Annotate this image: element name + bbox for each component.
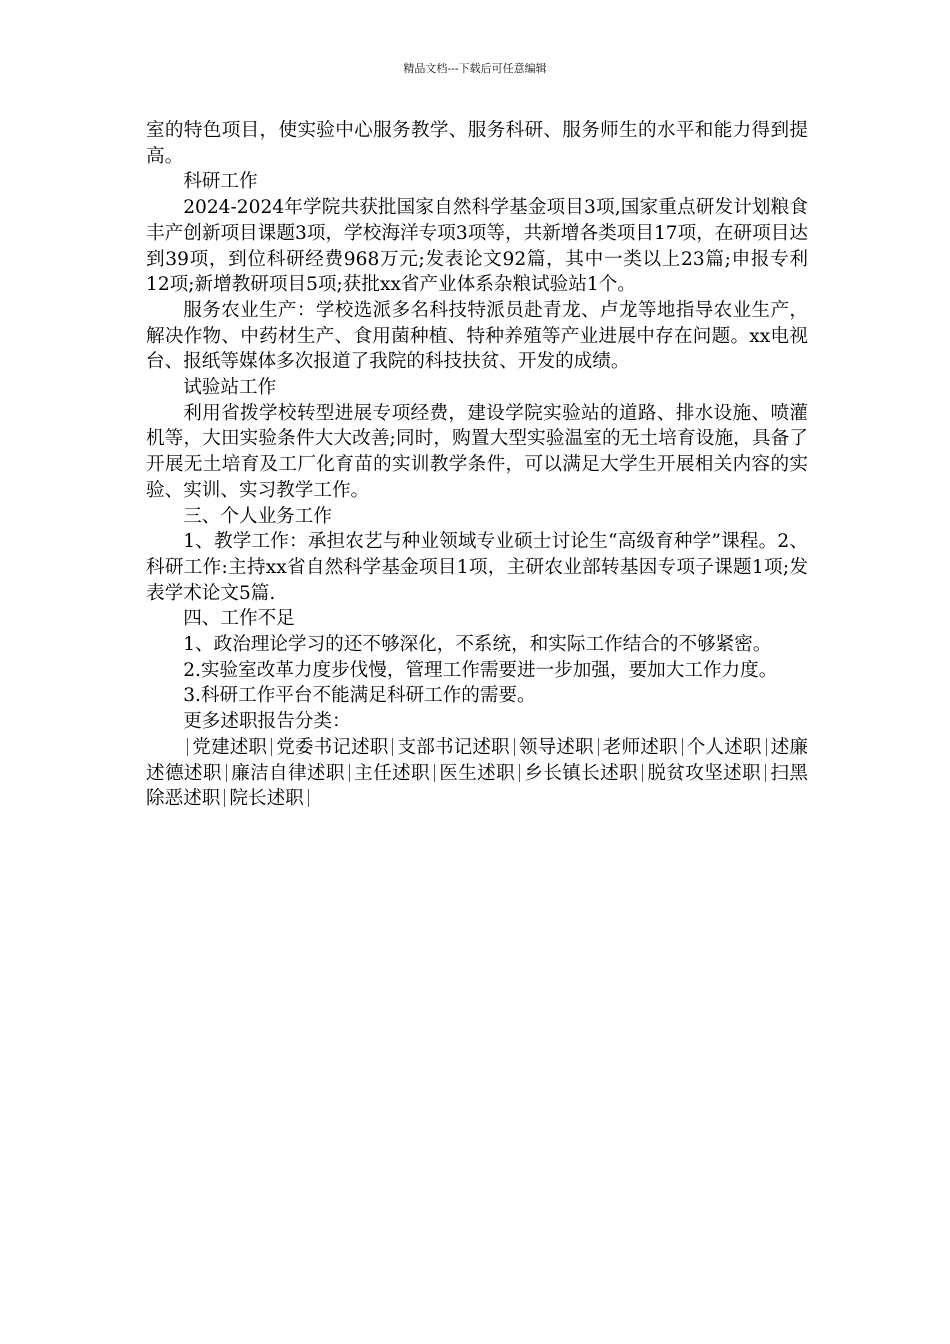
category-separator (514, 738, 515, 756)
category-link[interactable]: 医生述职 (438, 762, 516, 784)
category-link[interactable]: 党委书记述职 (276, 736, 389, 758)
paragraph-shortcoming-2: 2.实验室改革力度步伐慢，管理工作需要进一步加强，要加大工作力度。 (183, 659, 778, 681)
paragraph-shortcoming-1: 1、政治理论学习的还不够深化，不系统，和实际工作结合的不够紧密。 (183, 634, 772, 656)
category-separator (434, 764, 435, 782)
category-separator (226, 764, 227, 782)
category-separator (519, 764, 520, 782)
category-link-list (146, 735, 808, 812)
category-link[interactable]: 主任述职 (353, 762, 430, 784)
category-link[interactable]: 扫黑除恶述职 (146, 762, 808, 810)
category-link[interactable]: 述廉述德述职 (146, 736, 808, 784)
category-link[interactable]: 老师述职 (602, 736, 678, 758)
paragraph-test-station: 利用省拨学校转型进展专项经费，建设学院实验站的道路、排水设施、喷灌机等，大田实验条件大大改善;同时，购置大型实验温室的无土培育设施，具备了开展无土培育及工厂化育苗的实训教学条件，可以满足大学生开展相关内容的实验、实训、实习教学工作。 (146, 402, 808, 501)
section-heading-research: 科研工作 (183, 171, 258, 193)
category-separator (392, 738, 393, 756)
category-link[interactable]: 个人述职 (686, 736, 762, 758)
category-separator (765, 764, 766, 782)
paragraph-personal-work: 1、教学工作：承担农艺与种业领域专业硕士讨论生“高级育种学”课程。2、科研工作:主持xx省自然科学基金项目1项，主研农业部转基因专项子课题1项;发表学术论文5篇. (146, 531, 808, 604)
category-link[interactable]: 脱贫攻坚述职 (647, 762, 762, 784)
category-separator (349, 764, 350, 782)
more-categories-label: 更多述职报告分类： (183, 711, 351, 733)
category-link[interactable]: 院长述职 (229, 788, 304, 810)
section-heading-shortcomings: 四、工作不足 (183, 608, 295, 630)
category-separator (308, 789, 309, 807)
category-link[interactable]: 领导述职 (518, 736, 594, 758)
paragraph-shortcoming-3: 3.科研工作平台不能满足科研工作的需要。 (183, 685, 536, 707)
document-body (146, 118, 808, 812)
paragraph-research: 2024-2024年学院共获批国家自然科学基金项目3项,国家重点研发计划粮食丰产创新项目课题3项，学校海洋专项3项等，共新增各类项目17项，在研项目达到39项，到位科研经费968万元;发表论文92篇，其中一类以上23篇;申报专利12项;新增教研项目5项;获批xx省产业体系杂粮试验站1个。 (146, 197, 808, 296)
category-separator (642, 764, 643, 782)
section-heading-test-station: 试验站工作 (183, 377, 277, 399)
category-link[interactable]: 廉洁自律述职 (230, 762, 345, 784)
category-separator (766, 738, 767, 756)
category-link[interactable]: 支部书记述职 (397, 736, 510, 758)
paragraph-continuation: 室的特色项目，使实验中心服务教学、服务科研、服务师生的水平和能力得到提高。 (146, 120, 808, 167)
page-header: 精品文档---下载后可任意编辑 (403, 62, 547, 75)
category-link[interactable]: 党建述职 (192, 736, 268, 758)
paragraph-agriculture-service: 服务农业生产：学校选派多名科技特派员赴青龙、卢龙等地指导农业生产，解决作物、中药材生产、食用菌种植、特种养殖等产业进展中存在问题。xx电视台、报纸等媒体多次报道了我院的科技扶贫、开发的成绩。 (146, 299, 808, 373)
category-separator (682, 738, 683, 756)
category-separator (271, 738, 272, 756)
category-separator (187, 738, 188, 756)
category-separator (224, 789, 225, 807)
category-link[interactable]: 乡长镇长述职 (524, 762, 639, 784)
section-heading-personal-work: 三、个人业务工作 (183, 505, 332, 527)
category-separator (598, 738, 599, 756)
